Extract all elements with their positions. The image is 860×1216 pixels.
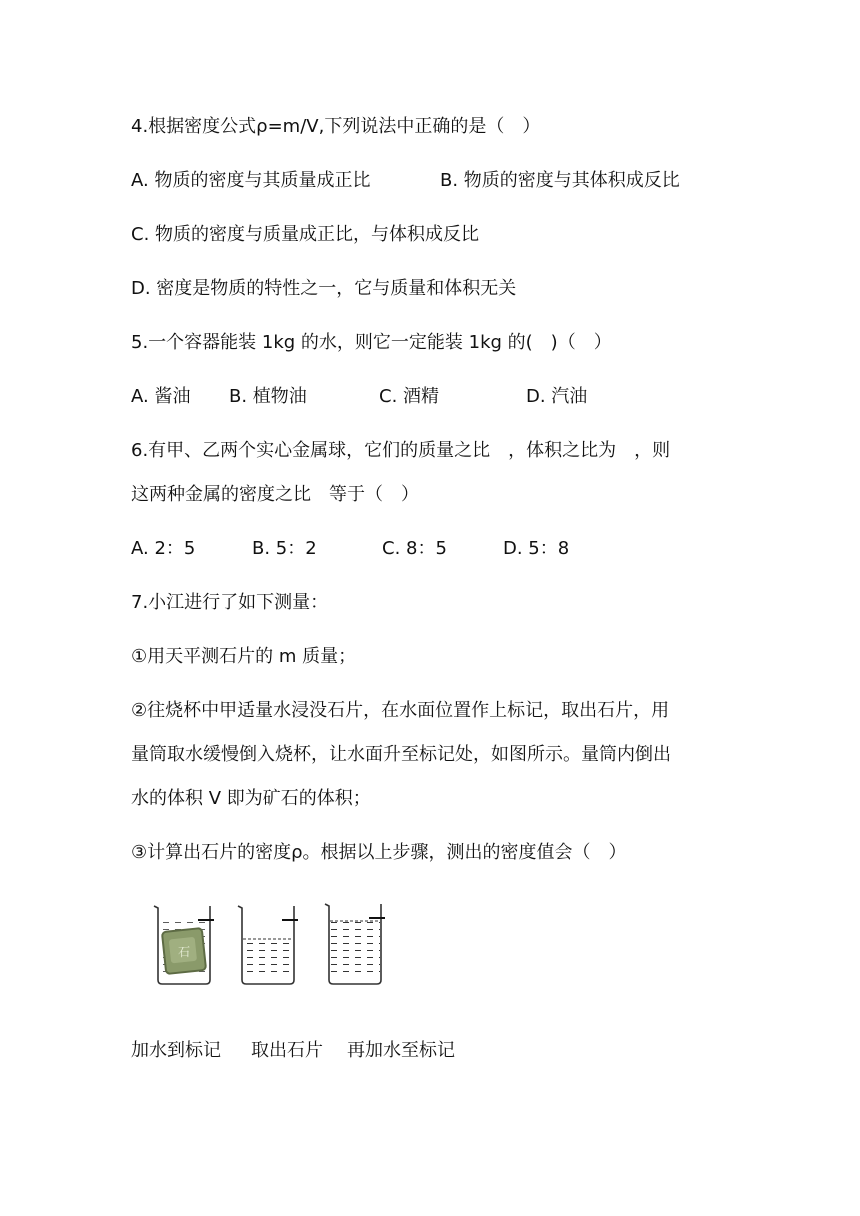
beaker-stone-removed: [238, 906, 298, 984]
q5-option-c: C. 酒精: [379, 386, 440, 407]
q7-step3: ③计算出石片的密度ρ。根据以上步骤，测出的密度值会（ ）: [131, 842, 627, 863]
q4-stem: 4.根据密度公式ρ=m/V,下列说法中正确的是（ ）: [131, 116, 541, 137]
caption-remove-stone: 取出石片: [251, 1040, 323, 1061]
stone-icon: [162, 928, 206, 974]
beakers-illustration: [150, 898, 400, 990]
q4-option-c: C. 物质的密度与质量成正比，与体积成反比: [131, 224, 480, 245]
q5-option-b: B. 植物油: [229, 386, 307, 407]
beaker-refilled: [325, 904, 385, 984]
q7-step1: ①用天平测石片的 m 质量；: [131, 646, 357, 667]
q4-option-a: A. 物质的密度与其质量成正比: [131, 170, 371, 191]
q6-option-d: D. 5：8: [503, 538, 570, 559]
caption-add-water: 加水到标记: [131, 1040, 221, 1061]
q7-stem: 7.小江进行了如下测量：: [131, 592, 329, 613]
q6-stem-line1: 6.有甲、乙两个实心金属球，它们的质量之比 ，体积之比为 ，则: [131, 440, 671, 461]
q5-option-d: D. 汽油: [526, 386, 588, 407]
q5-stem: 5.一个容器能装 1kg 的水，则它一定能装 1kg 的( )（ ）: [131, 332, 612, 353]
stone-label: 石: [177, 945, 191, 959]
q6-option-b: B. 5：2: [252, 538, 317, 559]
q6-option-a: A. 2：5: [131, 538, 196, 559]
q7-step2-line2: 量筒取水缓慢倒入烧杯，让水面升至标记处，如图所示。量筒内倒出: [131, 744, 671, 765]
caption-refill: 再加水至标记: [347, 1040, 455, 1061]
beaker-figure: [150, 898, 400, 994]
q7-step2-line3: 水的体积 V 即为矿石的体积；: [131, 788, 371, 809]
q5-option-a: A. 酱油: [131, 386, 191, 407]
q4-option-d: D. 密度是物质的特性之一，它与质量和体积无关: [131, 278, 517, 299]
q6-stem-line2: 这两种金属的密度之比 等于（ ）: [131, 484, 419, 505]
q6-option-c: C. 8：5: [382, 538, 447, 559]
beaker-with-stone: [154, 906, 214, 984]
q4-option-b: B. 物质的密度与其体积成反比: [440, 170, 680, 191]
q7-step2-line1: ②往烧杯中甲适量水浸没石片，在水面位置作上标记，取出石片，用: [131, 700, 670, 721]
